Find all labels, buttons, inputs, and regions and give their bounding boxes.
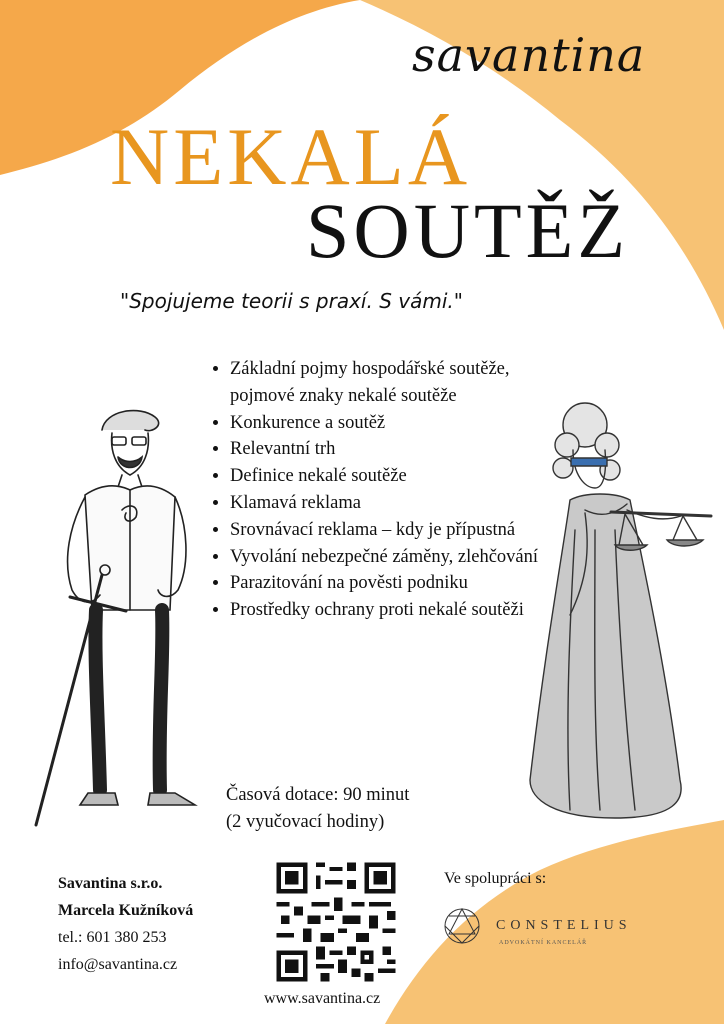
list-item: • Definice nekalé soutěže xyxy=(230,463,560,490)
man-with-sword-illustration xyxy=(30,405,220,830)
list-item: • Klamavá reklama xyxy=(230,490,560,517)
page-title-line1: NEKALÁ xyxy=(110,111,472,202)
contact-person: Marcela Kužníková xyxy=(58,902,194,919)
list-item: • Relevantní trh xyxy=(230,436,560,463)
page-title-line2: SOUTĚŽ xyxy=(306,187,629,274)
list-item: • Vyvolání nebezpečné záměny, zlehčování xyxy=(230,544,560,571)
list-item: • Základní pojmy hospodářské soutěže, pojmové znaky nekalé soutěže xyxy=(230,356,560,410)
list-item: • Srovnávací reklama – kdy je přípustná xyxy=(230,517,560,544)
partner-name: CONSTELIUS xyxy=(496,918,632,933)
constelius-logo-icon xyxy=(440,904,484,948)
partner-subtitle: ADVOKÁTNÍ KANCELÁŘ xyxy=(499,940,588,946)
contact-phone[interactable]: tel.: 601 380 253 xyxy=(58,929,167,946)
duration-line1: Časová dotace: 90 minut xyxy=(226,785,410,805)
list-item: • Parazitování na pověsti podniku xyxy=(230,570,560,597)
collaboration-label: Ve spolupráci s: xyxy=(444,870,547,887)
company-name: Savantina s.r.o. xyxy=(58,875,163,892)
contact-email[interactable]: info@savantina.cz xyxy=(58,956,178,973)
slogan: "Spojujeme teorii s praxí. S vámi." xyxy=(120,289,463,313)
list-item: • Konkurence a soutěž xyxy=(230,410,560,437)
topics-list xyxy=(206,356,560,624)
qr-code-icon[interactable] xyxy=(272,858,400,986)
list-item: • Prostředky ochrany proti nekalé soutěži xyxy=(230,597,560,624)
contact-block xyxy=(58,870,193,978)
lady-justice-illustration xyxy=(515,400,715,825)
website-link[interactable]: www.savantina.cz xyxy=(264,990,381,1007)
duration-info xyxy=(226,782,409,836)
brand-logo: savantina xyxy=(412,28,646,82)
duration-line2: (2 vyučovací hodiny) xyxy=(226,812,385,832)
